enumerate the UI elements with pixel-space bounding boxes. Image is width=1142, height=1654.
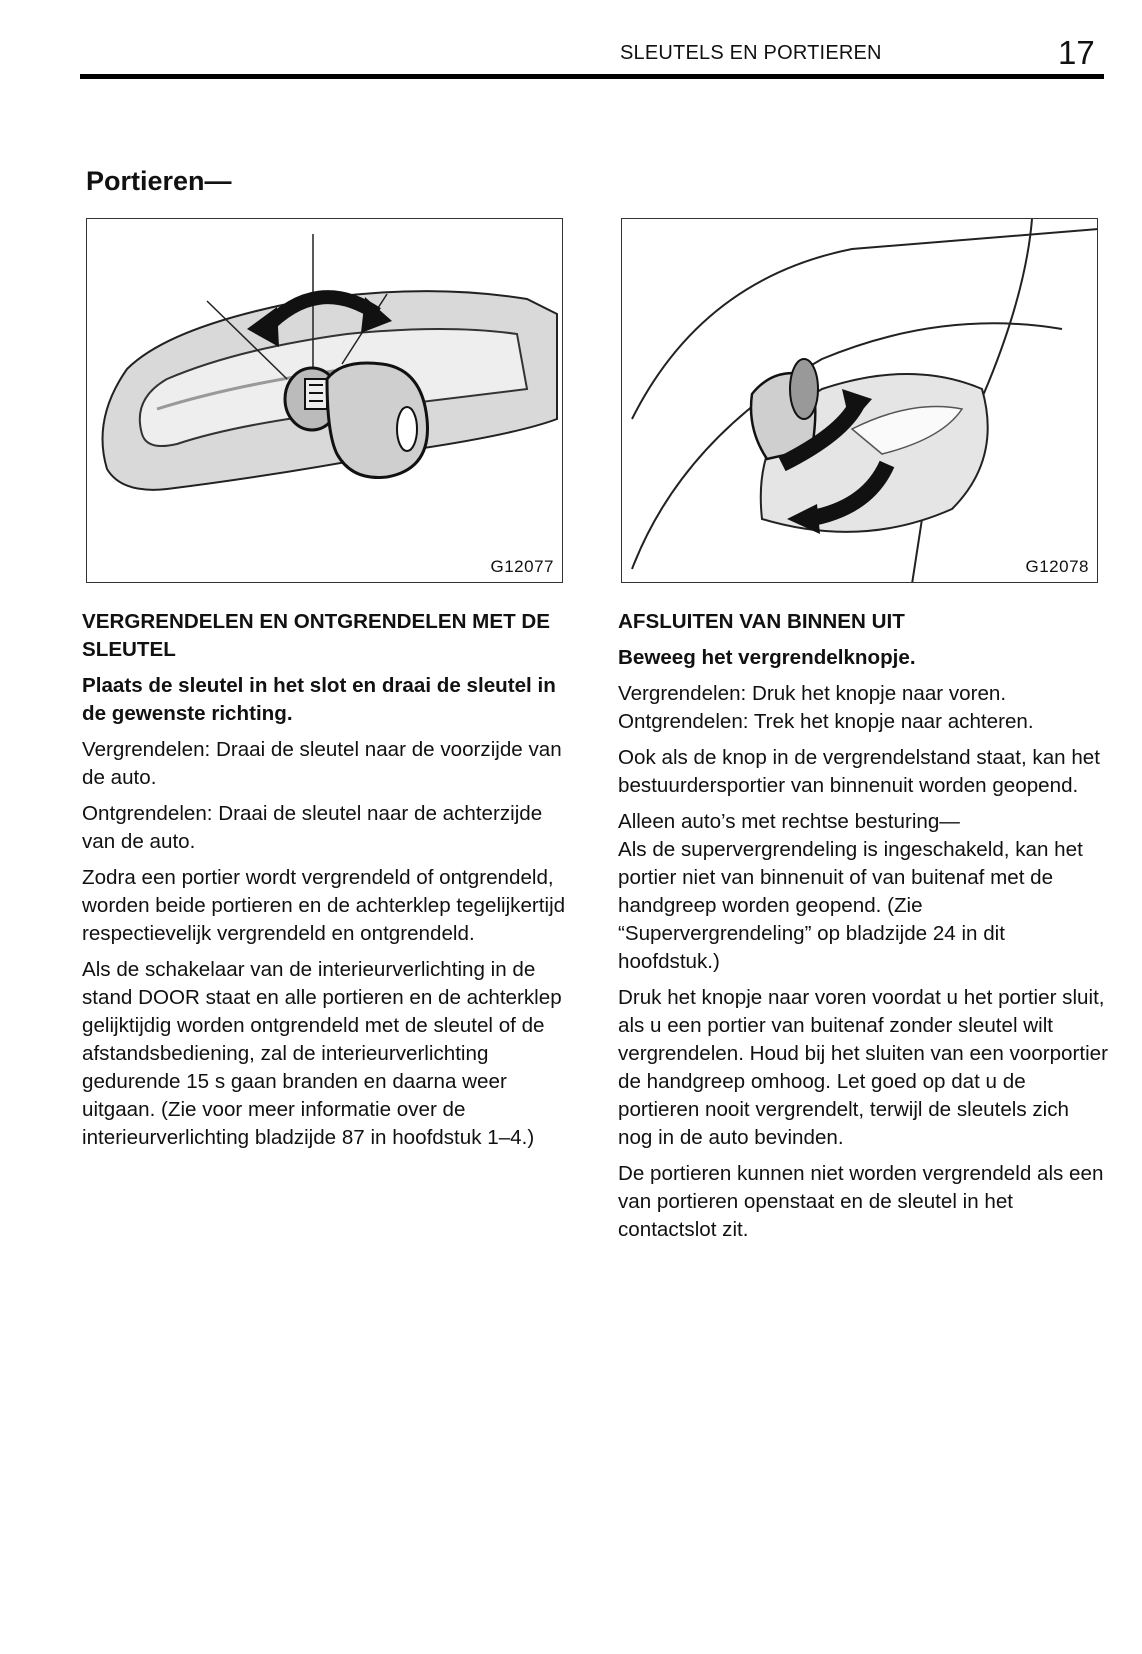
section-heading: AFSLUITEN VAN BINNEN UIT bbox=[618, 610, 905, 633]
rhd-label: Alleen auto’s met rechtse besturing— bbox=[618, 810, 960, 833]
instruction-text: Beweeg het vergrendelknopje. bbox=[618, 646, 916, 669]
header-rule bbox=[80, 74, 1104, 79]
instruction-text: Plaats de sleutel in het slot en draai de sleutel in de gewenste richting. bbox=[82, 674, 556, 725]
right-column bbox=[618, 608, 1108, 1252]
unlock-description: Ontgrendelen: Trek het knopje naar achteren. bbox=[618, 710, 1034, 733]
inside-lock-illustration bbox=[622, 219, 1098, 583]
figure-code: G12077 bbox=[490, 557, 554, 576]
left-column bbox=[82, 608, 572, 1160]
lock-description: Vergrendelen: Draai de sleutel naar de voorzijde van de auto. bbox=[82, 738, 562, 789]
running-header: SLEUTELS EN PORTIEREN bbox=[620, 42, 882, 64]
figure-code: G12078 bbox=[1025, 557, 1089, 576]
key-lock-illustration bbox=[87, 219, 563, 583]
paragraph: Druk het knopje naar voren voordat u het portier sluit, als u een portier van buitenaf zonder sleutel wilt vergrendelen. Houd bij het sluiten van een voorportier de handgreep omhoog. Let goed op dat u de portieren nooit vergrendelt, terwijl de sleutels zich nog in de auto bevinden. bbox=[618, 986, 1108, 1149]
paragraph: Als de schakelaar van de interieurverlichting in de stand DOOR staat en alle portieren en de achterklep gelijktijdig worden ontgrendeld met de sleutel of de afstandsbediening, zal de interieurverlichting gedurende 15 s gaan branden en daarna weer uitgaan. (Zie voor meer informatie over de interieurverlichting bladzijde 87 in hoofdstuk 1–4.) bbox=[82, 958, 562, 1149]
page-number: 17 bbox=[1058, 34, 1095, 71]
paragraph: Als de supervergrendeling is ingeschakeld, kan het portier niet van binnenuit of van buitenaf met de handgreep worden geopend. (Zie “Supervergrendeling” op bladzijde 24 in dit hoofdstuk.) bbox=[618, 838, 1083, 973]
lock-description: Vergrendelen: Druk het knopje naar voren. bbox=[618, 682, 1007, 705]
section-heading-text: VERGRENDELEN EN ONTGRENDELEN MET DE SLEUTEL bbox=[82, 610, 550, 661]
page-title: Portieren— bbox=[86, 166, 232, 196]
unlock-description: Ontgrendelen: Draai de sleutel naar de achterzijde van de auto. bbox=[82, 802, 543, 853]
figure-inside-lock bbox=[621, 218, 1098, 583]
paragraph: De portieren kunnen niet worden vergrendeld als een van portieren openstaat en de sleutel in het contactslot zit. bbox=[618, 1162, 1104, 1241]
figure-key-lock bbox=[86, 218, 563, 583]
paragraph: Zodra een portier wordt vergrendeld of ontgrendeld, worden beide portieren en de achterklep tegelijkertijd respectievelijk vergrendeld en ontgrendeld. bbox=[82, 866, 566, 945]
section-heading bbox=[82, 608, 572, 664]
paragraph: Ook als de knop in de vergrendelstand staat, kan het bestuurdersportier van binnenuit worden geopend. bbox=[618, 746, 1100, 797]
